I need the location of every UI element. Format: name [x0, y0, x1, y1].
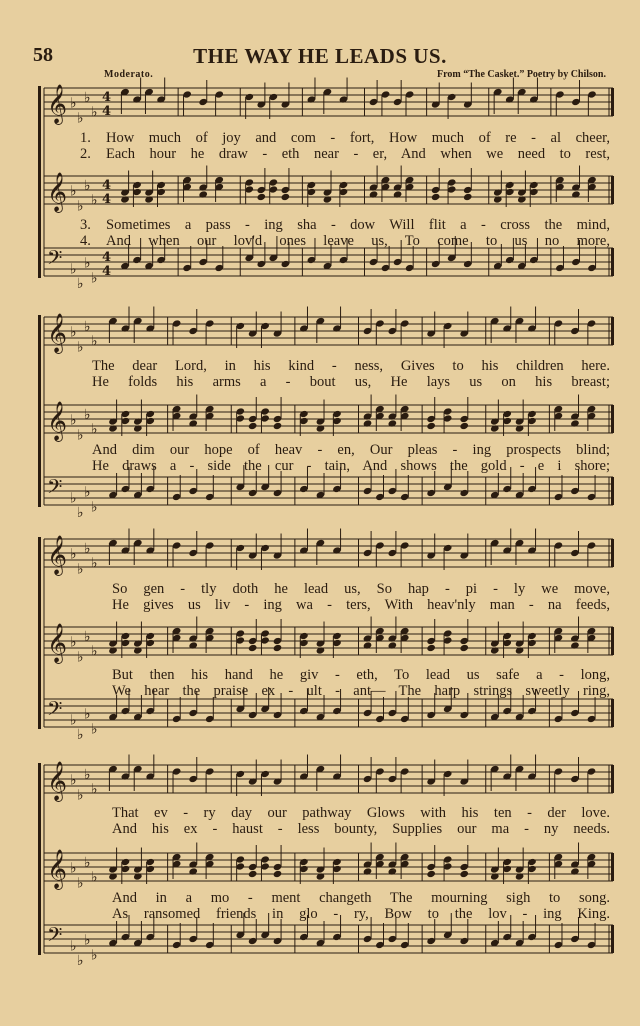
- bass-clef-icon: 𝄢: [47, 475, 63, 503]
- treble-clef-icon: 𝄞: [47, 84, 68, 124]
- flat-icon: ♭: [70, 490, 77, 507]
- lyric-text: Sometimes a pass - ing sha - dow Will flit a - cross the mind,: [106, 217, 610, 233]
- flat-icon: ♭: [77, 649, 84, 666]
- flat-icon: ♭: [84, 177, 91, 194]
- flat-icon: ♭: [70, 412, 77, 429]
- page-number: 58: [33, 44, 53, 66]
- bass-clef-icon: 𝄢: [47, 923, 63, 951]
- flat-icon: ♭: [84, 540, 91, 557]
- verse-number: 4.: [80, 233, 91, 249]
- lyric-line: As ransomed friends in glo - ry, Bow to the lov - ing King.: [112, 906, 610, 922]
- lyric-text: How much of joy and com - fort, How much of re - al cheer,: [106, 130, 610, 146]
- treble-clef-icon: 𝄞: [47, 623, 68, 663]
- time-signature: 4: [102, 104, 112, 119]
- flat-icon: ♭: [70, 324, 77, 341]
- flat-icon: ♭: [84, 854, 91, 871]
- lyric-line: The dear Lord, in his kind - ness, Gives to his children here.: [92, 358, 610, 374]
- flat-icon: ♭: [91, 869, 98, 886]
- lyric-text: Each hour he draw - eth near - er, And when we need to rest,: [106, 146, 610, 162]
- flat-icon: ♭: [91, 555, 98, 572]
- flat-icon: ♭: [91, 721, 98, 738]
- flat-icon: ♭: [70, 546, 77, 563]
- flat-icon: ♭: [91, 781, 98, 798]
- flat-icon: ♭: [77, 875, 84, 892]
- flat-icon: ♭: [77, 727, 84, 744]
- lyric-line: And dim our hope of heav - en, Our pleas - ing prospects blind;: [92, 442, 610, 458]
- flat-icon: ♭: [77, 198, 84, 215]
- flat-icon: ♭: [84, 766, 91, 783]
- treble-clef-icon: 𝄞: [47, 313, 68, 353]
- flat-icon: ♭: [91, 104, 98, 121]
- flat-icon: ♭: [84, 706, 91, 723]
- flat-icon: ♭: [77, 110, 84, 127]
- flat-icon: ♭: [84, 406, 91, 423]
- final-barline: [611, 765, 614, 793]
- lyric-line: [80, 146, 610, 162]
- treble-clef-icon: 𝄞: [47, 172, 68, 212]
- flat-icon: ♭: [84, 932, 91, 949]
- note-head: [273, 870, 283, 878]
- lyric-text: And when our lov'd ones leave us, To come to us no more,: [106, 233, 610, 249]
- lyric-line: He gives us liv - ing wa - ters, With heav'nly man - na feeds,: [112, 597, 610, 613]
- flat-icon: ♭: [91, 270, 98, 287]
- tempo-marking: Moderato.: [104, 69, 154, 80]
- flat-icon: ♭: [70, 634, 77, 651]
- lyric-line: And his ex - haust - less bounty, Supplies our ma - ny needs.: [112, 821, 610, 837]
- lyric-line: That ev - ry day our pathway Glows with his ten - der love.: [112, 805, 610, 821]
- lyric-line: He folds his arms a - bout us, He lays us on his breast;: [92, 374, 610, 390]
- flat-icon: ♭: [77, 505, 84, 522]
- lyric-line: We hear the praise ex - ult - ant— The harp strings sweetly ring,: [112, 683, 610, 699]
- flat-icon: ♭: [77, 427, 84, 444]
- flat-icon: ♭: [84, 255, 91, 272]
- flat-icon: ♭: [91, 499, 98, 516]
- time-signature: 4: [102, 178, 112, 193]
- source-credit: From “The Casket.” Poetry by Chilson.: [437, 69, 606, 80]
- flat-icon: ♭: [77, 339, 84, 356]
- flat-icon: ♭: [70, 772, 77, 789]
- flat-icon: ♭: [84, 89, 91, 106]
- note-head: [426, 870, 436, 878]
- time-signature: 4: [102, 192, 112, 207]
- final-barline: [611, 853, 614, 881]
- flat-icon: ♭: [77, 561, 84, 578]
- verse-number: 3.: [80, 217, 91, 233]
- bass-clef-icon: 𝄢: [47, 697, 63, 725]
- flat-icon: ♭: [77, 787, 84, 804]
- lyric-line: So gen - tly doth he lead us, So hap - pi - ly we move,: [112, 581, 610, 597]
- lyric-line: And in a mo - ment changeth The mourning sigh to song.: [112, 890, 610, 906]
- time-signature: 4: [102, 264, 112, 279]
- note-head: [248, 870, 258, 878]
- flat-icon: ♭: [91, 421, 98, 438]
- treble-clef-icon: 𝄞: [47, 401, 68, 441]
- flat-icon: ♭: [70, 261, 77, 278]
- lyric-line: [80, 233, 610, 249]
- flat-icon: ♭: [70, 860, 77, 877]
- flat-icon: ♭: [70, 183, 77, 200]
- flat-icon: ♭: [77, 276, 84, 293]
- lyric-line: [80, 130, 610, 146]
- flat-icon: ♭: [84, 318, 91, 335]
- verse-number: 1.: [80, 130, 91, 146]
- verse-number: 2.: [80, 146, 91, 162]
- hymn-title: THE WAY HE LEADS US.: [193, 44, 447, 68]
- flat-icon: ♭: [77, 953, 84, 970]
- flat-icon: ♭: [84, 484, 91, 501]
- flat-icon: ♭: [70, 712, 77, 729]
- time-signature: 4: [102, 250, 112, 265]
- flat-icon: ♭: [91, 333, 98, 350]
- flat-icon: ♭: [91, 947, 98, 964]
- flat-icon: ♭: [91, 643, 98, 660]
- lyric-line: But then his hand he giv - eth, To lead us safe a - long,: [112, 667, 610, 683]
- flat-icon: ♭: [91, 192, 98, 209]
- treble-clef-icon: 𝄞: [47, 849, 68, 889]
- lyric-line: He draws a - side the cur - tain, And shows the gold - e i shore;: [92, 458, 610, 474]
- bass-clef-icon: 𝄢: [47, 246, 63, 274]
- time-signature: 4: [102, 90, 112, 105]
- treble-clef-icon: 𝄞: [47, 535, 68, 575]
- treble-clef-icon: 𝄞: [47, 761, 68, 801]
- final-barline: [611, 925, 614, 953]
- note-head: [459, 870, 469, 878]
- lyric-line: [80, 217, 610, 233]
- flat-icon: ♭: [70, 938, 77, 955]
- system-bracket: [38, 763, 41, 955]
- flat-icon: ♭: [70, 95, 77, 112]
- flat-icon: ♭: [84, 628, 91, 645]
